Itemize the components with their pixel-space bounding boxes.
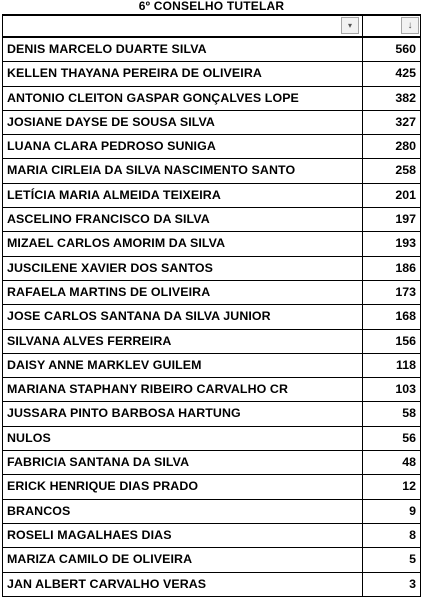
candidate-name-cell[interactable]: JUSCILENE XAVIER DOS SANTOS — [3, 257, 363, 280]
vote-count-cell[interactable]: 5 — [409, 552, 416, 567]
candidate-name-cell[interactable]: JUSSARA PINTO BARBOSA HARTUNG — [3, 402, 363, 425]
dropdown-arrow-icon[interactable]: ▾ — [341, 17, 359, 34]
vote-count-cell[interactable]: 3 — [409, 576, 416, 591]
candidate-name-cell[interactable]: BRANCOS — [3, 500, 363, 523]
table-row[interactable] — [2, 330, 421, 354]
candidate-name-cell[interactable]: JOSIANE DAYSE DE SOUSA SILVA — [3, 111, 363, 134]
vote-count-cell[interactable]: 201 — [395, 187, 416, 202]
vote-count-cell[interactable]: 118 — [396, 357, 416, 372]
table-row[interactable] — [2, 500, 421, 524]
candidate-name-cell[interactable]: MARIANA STAPHANY RIBEIRO CARVALHO CR — [3, 378, 363, 401]
candidate-name-cell[interactable]: ASCELINO FRANCISCO DA SILVA — [3, 208, 363, 231]
candidate-name-cell[interactable]: KELLEN THAYANA PEREIRA DE OLIVEIRA — [3, 62, 363, 85]
candidate-name-cell[interactable]: JOSE CARLOS SANTANA DA SILVA JUNIOR — [3, 305, 363, 328]
candidate-name-cell[interactable]: NULOS — [3, 427, 363, 450]
vote-count-cell[interactable]: 12 — [402, 479, 416, 494]
table-row[interactable] — [2, 111, 421, 135]
table-row[interactable] — [2, 208, 421, 232]
table-row[interactable] — [2, 402, 421, 426]
results-table — [2, 38, 421, 597]
candidate-name-cell[interactable]: ROSELI MAGALHAES DIAS — [3, 524, 363, 547]
table-row[interactable] — [2, 184, 421, 208]
table-row[interactable] — [2, 135, 421, 159]
vote-count-cell[interactable]: 560 — [395, 42, 416, 56]
vote-count-cell[interactable]: 156 — [395, 333, 416, 348]
vote-count-cell[interactable]: 173 — [395, 284, 416, 299]
vote-count-cell[interactable]: 186 — [395, 260, 416, 275]
candidate-name-cell[interactable]: MARIZA CAMILO DE OLIVEIRA — [3, 548, 363, 571]
table-row[interactable] — [2, 573, 421, 597]
table-row[interactable] — [2, 354, 421, 378]
candidate-name-cell[interactable]: SILVANA ALVES FERREIRA — [3, 330, 363, 353]
table-row[interactable] — [2, 305, 421, 329]
count-column-header[interactable] — [363, 16, 421, 36]
vote-count-cell[interactable]: 9 — [409, 503, 416, 518]
candidate-name-cell[interactable]: DENIS MARCELO DUARTE SILVA — [3, 38, 363, 61]
table-row[interactable] — [2, 378, 421, 402]
table-row[interactable] — [2, 475, 421, 499]
vote-count-cell[interactable]: 103 — [395, 382, 416, 397]
name-column-header[interactable] — [3, 16, 363, 36]
table-row[interactable] — [2, 524, 421, 548]
vote-count-cell[interactable]: 382 — [395, 90, 416, 105]
vote-count-cell[interactable]: 197 — [395, 212, 416, 227]
vote-count-cell[interactable]: 58 — [402, 406, 416, 421]
vote-count-cell[interactable]: 48 — [402, 455, 416, 470]
vote-count-cell[interactable]: 56 — [402, 430, 416, 445]
table-row[interactable] — [2, 451, 421, 475]
vote-count-cell[interactable]: 280 — [395, 139, 416, 154]
candidate-name-cell[interactable]: LETÍCIA MARIA ALMEIDA TEIXEIRA — [3, 184, 363, 207]
vote-count-cell[interactable]: 327 — [395, 114, 416, 129]
candidate-name-cell[interactable]: DAISY ANNE MARKLEV GUILEM — [3, 354, 363, 377]
table-row[interactable] — [2, 548, 421, 572]
table-row[interactable] — [2, 427, 421, 451]
candidate-name-cell[interactable]: MIZAEL CARLOS AMORIM DA SILVA — [3, 232, 363, 255]
table-row[interactable] — [2, 62, 421, 86]
vote-count-cell[interactable]: 168 — [395, 309, 416, 324]
candidate-name-cell[interactable]: JAN ALBERT CARVALHO VERAS — [3, 573, 363, 596]
table-row[interactable] — [2, 38, 421, 62]
candidate-name-cell[interactable]: MARIA CIRLEIA DA SILVA NASCIMENTO SANTO — [3, 159, 363, 182]
candidate-name-cell[interactable]: RAFAELA MARTINS DE OLIVEIRA — [3, 281, 363, 304]
table-row[interactable] — [2, 281, 421, 305]
table-row[interactable] — [2, 232, 421, 256]
candidate-name-cell[interactable]: ANTONIO CLEITON GASPAR GONÇALVES LOPE — [3, 87, 363, 110]
table-row[interactable] — [2, 159, 421, 183]
table-row[interactable] — [2, 87, 421, 111]
table-title: 6º CONSELHO TUTELAR — [2, 0, 421, 16]
vote-count-cell[interactable]: 8 — [409, 527, 416, 542]
sort-descending-icon[interactable]: ↓ — [401, 17, 419, 34]
table-row[interactable] — [2, 257, 421, 281]
vote-count-cell[interactable]: 258 — [395, 163, 416, 178]
vote-count-cell[interactable]: 193 — [395, 236, 416, 251]
candidate-name-cell[interactable]: FABRICIA SANTANA DA SILVA — [3, 451, 363, 474]
vote-count-cell[interactable]: 425 — [395, 66, 416, 81]
candidate-name-cell[interactable]: ERICK HENRIQUE DIAS PRADO — [3, 475, 363, 498]
candidate-name-cell[interactable]: LUANA CLARA PEDROSO SUNIGA — [3, 135, 363, 158]
filter-header-row — [2, 16, 421, 38]
